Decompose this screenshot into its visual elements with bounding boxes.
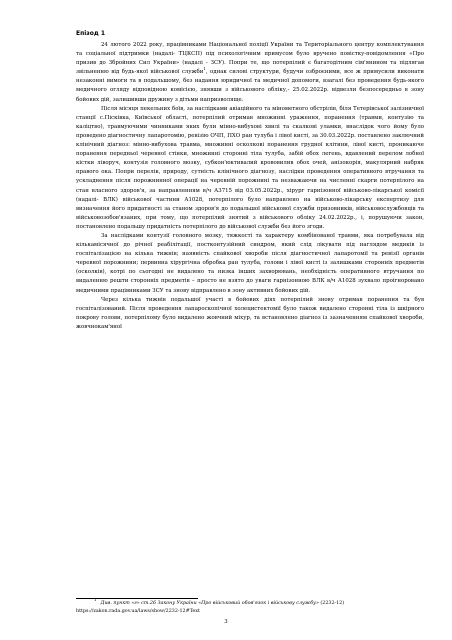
- paragraph-4: Через кілька тижнів подальшої участі в бойових діях потерпілий знову отримав поранення та був госпіталізований. Після проведення лапароскопічної холецистектомії було також видалено сторонні тіла із шкірного покрову голови, потерпілому було видалено жовчний міхур, та встановлено діагноз із зазначенням спайкової хвороби, жовчнокам'яної: [76, 296, 424, 330]
- footnote-source-code: (2232-12): [318, 601, 345, 606]
- footnote: $^1$Див. пункт «г» ст.26 Закону України «Про військовий обов'язок і військову службу» (2232-12) https://zakon.rada.gov.ua/laws/show/2232-12#Text: [76, 597, 345, 614]
- footnote-source: Див. пункт «г» ст.26 Закону України «Про військовий обов'язок і військову службу»: [100, 601, 319, 606]
- footnote-reference[interactable]: 1: [203, 66, 206, 72]
- episode-heading: Епізод 1: [76, 30, 106, 37]
- paragraph-2: Після місяця пекельних боїв, за наслідками авіаційного та мінометного обстрілів, біля Тетерівської залізничної станції с.Пісківка, Київської області, потерпілий отримав множинні ураження, поранення (травми, контузію та каліцтво), травмуючими чинниками яких були мінно-вибухові хвилі та скалкові уламки, внаслідок чого йому було проведено діагностичну лапаротомію, ревізію ОЧП, ПХО ран тулуба і лівої кисті, за 30.03.2022р. поставлено заключний клінічний діагноз: мінно-вибухова травма, множинні осколкові поранення грудної клітини, лівої кисті, проникаюче поранення передньої черевної стінки, множинні сторонні тіла тулуба, забій обох легень, вдавлений перелом лобної кістки ліворуч, контузія головного мозку, субкон'юктивалий крововилив обох очей, анізокорія, макулярний набряк правого ока. Попри перелік, природу, сутність клінічного діагнозу, наслідки проведення оперативного втручання та ускладнення після порожнинної операції на черевній порожнині та незважаючи на численні скарги потерпілого на стан власного здоров'я, за направленням в/ч А3715 від 03.05.2022р., хірург гарнізонної військово-лікарської комісії (надалі- ВЛК) військової частини А1028, потерпілого було направлено на військово-лікарську експертизу для визначення його придатності за станом здоров'я до подальшої військової служби призовників, військовослужбовців та військовозобов'язаних, при тому, що потерпілий знятий з військового обліку 24.02.2022р., і, порушуючи закон, постановлено подальшу придатність потерпілого до військової служби без його згоди.: [76, 105, 424, 230]
- paragraph-1: [76, 41, 424, 105]
- paragraph-1-text-continued: , однак силові структури, будучи озброєними, все ж примусили виконати незаконні вимоги та в подальшому, без надання юридичної та медичної допомоги, взагалі без проведення будь-якого медичного огляду відповідною комісією, знявши з військового обліку,- 25.02.2022р. відвезли безпосередньо в зону бойових дій, залишивши дружину з дітьми напризволяще.: [76, 69, 424, 103]
- footnote-link[interactable]: https://zakon.rada.gov.ua/laws/show/2232-12#Text: [76, 608, 200, 614]
- paragraph-1-text: 24 лютого 2022 року, працівниками Національної поліції України та Територіального центру комплектування та соціальної підтримки (надалі- ТЦКСП) під психологічним примусом було вручено повістку-повідомлення «Про призив до Збройних Сил України» (надалі - ЗСУ). Попри те, що потерпілий є багатодітним сім'янином та підлягав звільненню від будь-якої військової служби: [76, 42, 424, 76]
- document-body: [76, 29, 424, 332]
- page-number: 3: [224, 619, 228, 625]
- paragraph-3: За наслідками контузії головного мозку, тяжкості та характеру комбінованої травми, яка потребувала від кількамісячної до річної реабілітації, постконтузійний синдром, який слід лікувати під наглядом медиків із госпіталізацією на кілька тижнів; наявність спайкової хвороби після діагностичної лапаротомії та ревізії органів черевної порожнини; первинна хірургічна обробка ран тулуба, голови і лівої кисті із залишками сторонніх предметів (осколків), котрі по сьогодні не видалено та низка інших захворювань, необхідність оперативного втручання по видаленню решти сторонніх предметів – просто не взято до уваги гарнізонною ВЛК в/ч А1028 зухвало проігноровано медичними працівниками ЗСУ та знову відправлено в зону активних бойових дій.: [76, 232, 424, 294]
